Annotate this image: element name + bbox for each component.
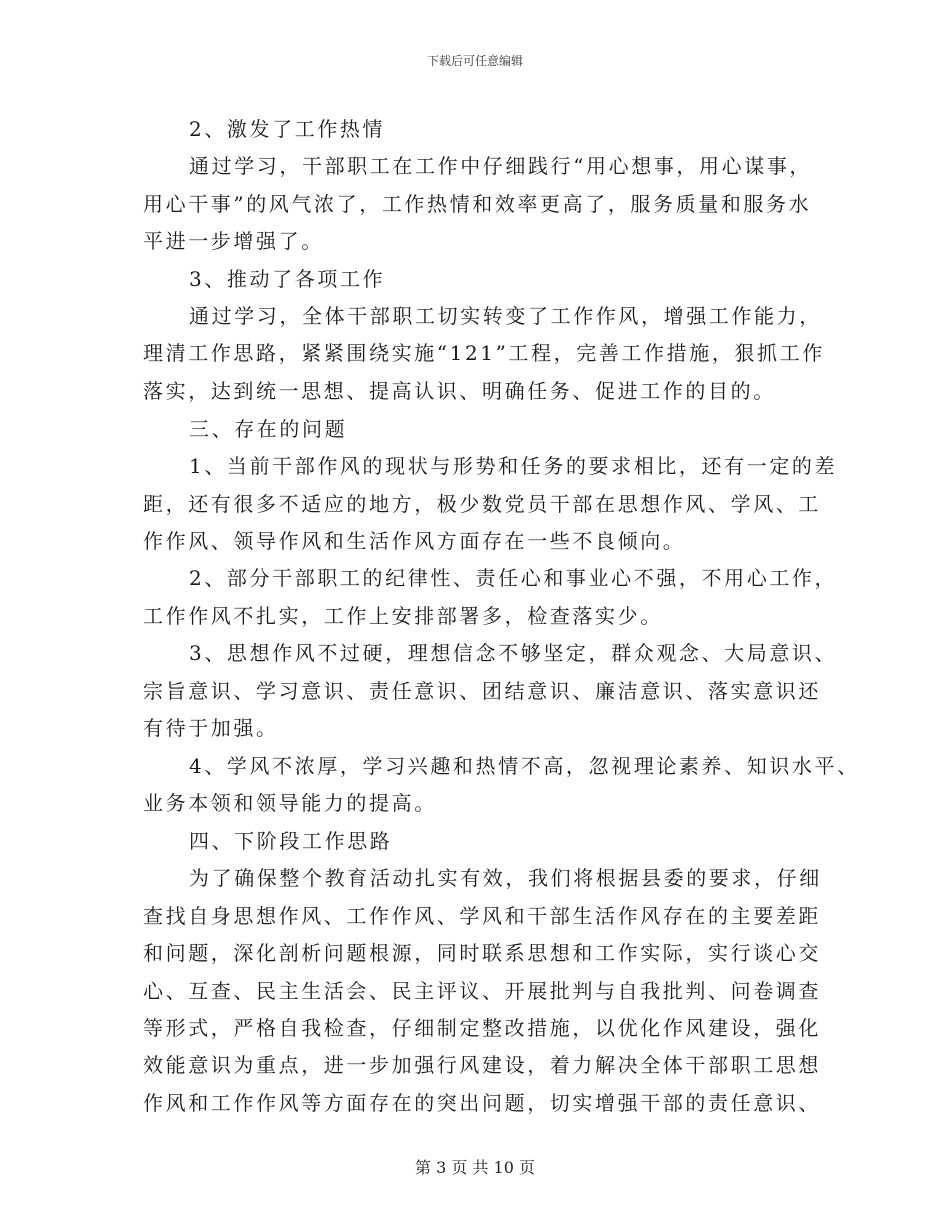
- paragraph-line: 通过学习，全体干部职工切实转变了工作作风，增强工作能力，: [189, 304, 822, 328]
- paragraph-line: 效能意识为重点，进一步加强行风建设，着力解决全体干部职工思想: [143, 1053, 821, 1077]
- paragraph-line: 理清工作思路，紧紧围绕实施“121”工程，完善工作措施，狠抓工作: [143, 341, 825, 365]
- paragraph-line: 有待于加强。: [143, 716, 279, 740]
- paragraph-line: 3、思想作风不过硬，理想信念不够坚定，群众观念、大局意识、: [189, 641, 838, 665]
- paragraph-line: 1、当前干部作风的现状与形势和任务的要求相比，还有一定的差: [189, 454, 838, 478]
- paragraph-line: 作作风、领导作风和生活作风方面存在一些不良倾向。: [143, 529, 686, 553]
- paragraph-line: 平进一步增强了。: [143, 229, 324, 253]
- paragraph-line: 距，还有很多不适应的地方，极少数党员干部在思想作风、学风、工: [143, 492, 821, 516]
- page-header-note: 下载后可任意编辑: [426, 54, 523, 68]
- heading-line: 三、存在的问题: [189, 417, 348, 441]
- heading-line: 2、激发了工作热情: [189, 117, 386, 141]
- paragraph-line: 等形式，严格自我检查，仔细制定整改措施，以优化作风建设，强化: [143, 1016, 821, 1040]
- paragraph-line: 2、部分干部职工的纪律性、责任心和事业心不强，不用心工作，: [189, 566, 838, 590]
- page-number: 第 3 页 共 10 页: [415, 1158, 535, 1177]
- paragraph-line: 宗旨意识、学习意识、责任意识、团结意识、廉洁意识、落实意识还: [143, 679, 821, 703]
- paragraph-line: 和问题，深化剖析问题根源，同时联系思想和工作实际，实行谈心交: [143, 941, 821, 965]
- paragraph-line: 落实，达到统一思想、提高认识、明确任务、促进工作的目的。: [143, 379, 776, 403]
- paragraph-line: 为了确保整个教育活动扎实有效，我们将根据县委的要求，仔细: [189, 866, 822, 890]
- heading-line: 3、推动了各项工作: [189, 267, 386, 291]
- paragraph-line: 心、互查、民主生活会、民主评议、开展批判与自我批判、问卷调查: [143, 979, 821, 1003]
- paragraph-line: 4、学风不浓厚，学习兴趣和热情不高，忽视理论素养、知识水平、: [189, 754, 860, 778]
- paragraph-line: 通过学习，干部职工在工作中仔细践行“用心想事，用心谋事，: [189, 154, 813, 178]
- paragraph-line: 查找自身思想作风、工作作风、学风和干部生活作风存在的主要差距: [143, 904, 821, 928]
- heading-line: 四、下阶段工作思路: [189, 829, 393, 853]
- paragraph-line: 业务本领和领导能力的提高。: [143, 791, 437, 815]
- paragraph-line: 用心干事”的风气浓了，工作热情和效率更高了，服务质量和服务水: [143, 192, 812, 216]
- paragraph-line: 工作作风不扎实，工作上安排部署多，检查落实少。: [143, 604, 663, 628]
- paragraph-line: 作风和工作作风等方面存在的突出问题，切实增强干部的责任意识、: [143, 1091, 821, 1115]
